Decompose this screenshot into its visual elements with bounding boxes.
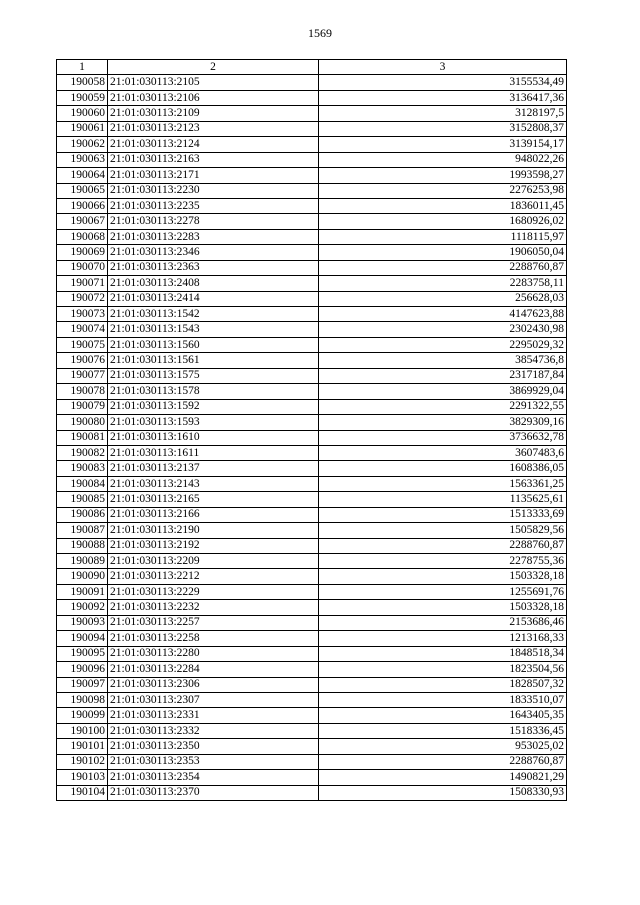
row-number-cell: 190065 xyxy=(57,183,108,198)
cadastral-number-cell: 21:01:030113:2124 xyxy=(108,137,319,152)
row-number-cell: 190059 xyxy=(57,90,108,105)
value-cell: 4147623,88 xyxy=(319,307,567,322)
cadastral-number-cell: 21:01:030113:2350 xyxy=(108,739,319,754)
cadastral-number-cell: 21:01:030113:2278 xyxy=(108,214,319,229)
value-cell: 3136417,36 xyxy=(319,90,567,105)
table-row xyxy=(57,662,567,677)
table-row xyxy=(57,152,567,167)
row-number-cell: 190102 xyxy=(57,754,108,769)
cadastral-number-cell: 21:01:030113:2163 xyxy=(108,152,319,167)
cadastral-number-cell: 21:01:030113:1560 xyxy=(108,337,319,352)
table-row xyxy=(57,384,567,399)
cadastral-number-cell: 21:01:030113:2109 xyxy=(108,106,319,121)
table-row xyxy=(57,291,567,306)
value-cell: 1503328,18 xyxy=(319,600,567,615)
cadastral-number-cell: 21:01:030113:2192 xyxy=(108,538,319,553)
row-number-cell: 190093 xyxy=(57,615,108,630)
value-cell: 1848518,34 xyxy=(319,646,567,661)
cadastral-number-cell: 21:01:030113:2190 xyxy=(108,523,319,538)
column-header-3: 3 xyxy=(319,60,567,75)
table-row xyxy=(57,214,567,229)
table-row xyxy=(57,430,567,445)
table-row xyxy=(57,708,567,723)
row-number-cell: 190081 xyxy=(57,430,108,445)
value-cell: 1828507,32 xyxy=(319,677,567,692)
row-number-cell: 190087 xyxy=(57,523,108,538)
cadastral-number-cell: 21:01:030113:2332 xyxy=(108,723,319,738)
table-row xyxy=(57,322,567,337)
value-cell: 3854736,8 xyxy=(319,353,567,368)
table-row xyxy=(57,723,567,738)
table-row xyxy=(57,245,567,260)
cadastral-number-cell: 21:01:030113:1592 xyxy=(108,399,319,414)
cadastral-number-cell: 21:01:030113:2137 xyxy=(108,461,319,476)
value-cell: 1643405,35 xyxy=(319,708,567,723)
row-number-cell: 190100 xyxy=(57,723,108,738)
row-number-cell: 190077 xyxy=(57,368,108,383)
row-number-cell: 190092 xyxy=(57,600,108,615)
value-cell: 1993598,27 xyxy=(319,168,567,183)
cadastral-number-cell: 21:01:030113:2280 xyxy=(108,646,319,661)
row-number-cell: 190064 xyxy=(57,168,108,183)
value-cell: 3736632,78 xyxy=(319,430,567,445)
table-row xyxy=(57,307,567,322)
row-number-cell: 190071 xyxy=(57,276,108,291)
row-number-cell: 190101 xyxy=(57,739,108,754)
column-header-1: 1 xyxy=(57,60,108,75)
table-row xyxy=(57,399,567,414)
cadastral-number-cell: 21:01:030113:1610 xyxy=(108,430,319,445)
table-row xyxy=(57,476,567,491)
table-row xyxy=(57,260,567,275)
row-number-cell: 190085 xyxy=(57,492,108,507)
table-row xyxy=(57,368,567,383)
value-cell: 1508330,93 xyxy=(319,785,567,800)
value-cell: 2288760,87 xyxy=(319,754,567,769)
cadastral-number-cell: 21:01:030113:1593 xyxy=(108,415,319,430)
table-body xyxy=(57,75,567,801)
cadastral-number-cell: 21:01:030113:2105 xyxy=(108,75,319,90)
value-cell: 1563361,25 xyxy=(319,476,567,491)
table-row xyxy=(57,677,567,692)
row-number-cell: 190088 xyxy=(57,538,108,553)
value-cell: 1255691,76 xyxy=(319,584,567,599)
value-cell: 1513333,69 xyxy=(319,507,567,522)
column-header-2: 2 xyxy=(108,60,319,75)
row-number-cell: 190066 xyxy=(57,198,108,213)
value-cell: 1213168,33 xyxy=(319,631,567,646)
row-number-cell: 190078 xyxy=(57,384,108,399)
value-cell: 2295029,32 xyxy=(319,337,567,352)
cadastral-number-cell: 21:01:030113:1542 xyxy=(108,307,319,322)
table-header-row xyxy=(57,60,567,75)
table-row xyxy=(57,183,567,198)
cadastral-number-cell: 21:01:030113:2229 xyxy=(108,584,319,599)
value-cell: 2288760,87 xyxy=(319,260,567,275)
row-number-cell: 190103 xyxy=(57,770,108,785)
value-cell: 2276253,98 xyxy=(319,183,567,198)
cadastral-number-cell: 21:01:030113:2408 xyxy=(108,276,319,291)
table-row xyxy=(57,739,567,754)
value-cell: 1833510,07 xyxy=(319,692,567,707)
cadastral-number-cell: 21:01:030113:2123 xyxy=(108,121,319,136)
value-cell: 3829309,16 xyxy=(319,415,567,430)
table-row xyxy=(57,692,567,707)
cadastral-number-cell: 21:01:030113:2235 xyxy=(108,198,319,213)
value-cell: 1680926,02 xyxy=(319,214,567,229)
cadastral-number-cell: 21:01:030113:2346 xyxy=(108,245,319,260)
table-row xyxy=(57,538,567,553)
table-row xyxy=(57,445,567,460)
row-number-cell: 190074 xyxy=(57,322,108,337)
row-number-cell: 190069 xyxy=(57,245,108,260)
value-cell: 1505829,56 xyxy=(319,523,567,538)
cadastral-number-cell: 21:01:030113:2230 xyxy=(108,183,319,198)
table-row xyxy=(57,569,567,584)
row-number-cell: 190104 xyxy=(57,785,108,800)
cadastral-number-cell: 21:01:030113:1578 xyxy=(108,384,319,399)
row-number-cell: 190072 xyxy=(57,291,108,306)
cadastral-number-cell: 21:01:030113:2307 xyxy=(108,692,319,707)
cadastral-number-cell: 21:01:030113:1543 xyxy=(108,322,319,337)
row-number-cell: 190083 xyxy=(57,461,108,476)
row-number-cell: 190095 xyxy=(57,646,108,661)
value-cell: 3869929,04 xyxy=(319,384,567,399)
value-cell: 3128197,5 xyxy=(319,106,567,121)
row-number-cell: 190067 xyxy=(57,214,108,229)
row-number-cell: 190089 xyxy=(57,554,108,569)
cadastral-number-cell: 21:01:030113:2165 xyxy=(108,492,319,507)
cadastral-number-cell: 21:01:030113:2258 xyxy=(108,631,319,646)
cadastral-number-cell: 21:01:030113:2331 xyxy=(108,708,319,723)
table-row xyxy=(57,229,567,244)
table-row xyxy=(57,106,567,121)
value-cell: 3152808,37 xyxy=(319,121,567,136)
table-row xyxy=(57,770,567,785)
value-cell: 1906050,04 xyxy=(319,245,567,260)
table-row xyxy=(57,523,567,538)
row-number-cell: 190061 xyxy=(57,121,108,136)
row-number-cell: 190096 xyxy=(57,662,108,677)
table-row xyxy=(57,631,567,646)
value-cell: 3155534,49 xyxy=(319,75,567,90)
value-cell: 2153686,46 xyxy=(319,615,567,630)
value-cell: 2288760,87 xyxy=(319,538,567,553)
table-row xyxy=(57,507,567,522)
cadastral-number-cell: 21:01:030113:2209 xyxy=(108,554,319,569)
row-number-cell: 190086 xyxy=(57,507,108,522)
table-row xyxy=(57,121,567,136)
table-row xyxy=(57,785,567,800)
row-number-cell: 190063 xyxy=(57,152,108,167)
table-row xyxy=(57,198,567,213)
value-cell: 1135625,61 xyxy=(319,492,567,507)
table-row xyxy=(57,137,567,152)
value-cell: 1608386,05 xyxy=(319,461,567,476)
table-row xyxy=(57,584,567,599)
row-number-cell: 190060 xyxy=(57,106,108,121)
row-number-cell: 190084 xyxy=(57,476,108,491)
table-row xyxy=(57,415,567,430)
row-number-cell: 190091 xyxy=(57,584,108,599)
table-row xyxy=(57,90,567,105)
row-number-cell: 190079 xyxy=(57,399,108,414)
table-row xyxy=(57,754,567,769)
cadastral-number-cell: 21:01:030113:2353 xyxy=(108,754,319,769)
table-row xyxy=(57,168,567,183)
cadastral-number-cell: 21:01:030113:2284 xyxy=(108,662,319,677)
cadastral-number-cell: 21:01:030113:2283 xyxy=(108,229,319,244)
row-number-cell: 190080 xyxy=(57,415,108,430)
value-cell: 953025,02 xyxy=(319,739,567,754)
table-row xyxy=(57,353,567,368)
value-cell: 2283758,11 xyxy=(319,276,567,291)
value-cell: 2317187,84 xyxy=(319,368,567,383)
row-number-cell: 190073 xyxy=(57,307,108,322)
value-cell: 3607483,6 xyxy=(319,445,567,460)
row-number-cell: 190094 xyxy=(57,631,108,646)
value-cell: 3139154,17 xyxy=(319,137,567,152)
table-row xyxy=(57,337,567,352)
registry-table xyxy=(56,59,567,801)
value-cell: 2302430,98 xyxy=(319,322,567,337)
value-cell: 1503328,18 xyxy=(319,569,567,584)
table-row xyxy=(57,646,567,661)
cadastral-number-cell: 21:01:030113:2370 xyxy=(108,785,319,800)
row-number-cell: 190070 xyxy=(57,260,108,275)
value-cell: 1518336,45 xyxy=(319,723,567,738)
cadastral-number-cell: 21:01:030113:2171 xyxy=(108,168,319,183)
table-row xyxy=(57,554,567,569)
value-cell: 256628,03 xyxy=(319,291,567,306)
row-number-cell: 190097 xyxy=(57,677,108,692)
table-row xyxy=(57,600,567,615)
value-cell: 948022,26 xyxy=(319,152,567,167)
value-cell: 2278755,36 xyxy=(319,554,567,569)
cadastral-number-cell: 21:01:030113:2143 xyxy=(108,476,319,491)
row-number-cell: 190098 xyxy=(57,692,108,707)
row-number-cell: 190058 xyxy=(57,75,108,90)
row-number-cell: 190075 xyxy=(57,337,108,352)
row-number-cell: 190082 xyxy=(57,445,108,460)
cadastral-number-cell: 21:01:030113:2257 xyxy=(108,615,319,630)
cadastral-number-cell: 21:01:030113:2166 xyxy=(108,507,319,522)
table-row xyxy=(57,461,567,476)
cadastral-number-cell: 21:01:030113:2363 xyxy=(108,260,319,275)
cadastral-number-cell: 21:01:030113:2306 xyxy=(108,677,319,692)
value-cell: 1823504,56 xyxy=(319,662,567,677)
table-row xyxy=(57,615,567,630)
row-number-cell: 190062 xyxy=(57,137,108,152)
row-number-cell: 190090 xyxy=(57,569,108,584)
cadastral-number-cell: 21:01:030113:2354 xyxy=(108,770,319,785)
value-cell: 1490821,29 xyxy=(319,770,567,785)
cadastral-number-cell: 21:01:030113:1575 xyxy=(108,368,319,383)
cadastral-number-cell: 21:01:030113:2414 xyxy=(108,291,319,306)
page-number: 1569 xyxy=(308,26,332,40)
cadastral-number-cell: 21:01:030113:2232 xyxy=(108,600,319,615)
table-row xyxy=(57,492,567,507)
table-row xyxy=(57,276,567,291)
cadastral-number-cell: 21:01:030113:2106 xyxy=(108,90,319,105)
cadastral-number-cell: 21:01:030113:2212 xyxy=(108,569,319,584)
row-number-cell: 190076 xyxy=(57,353,108,368)
value-cell: 2291322,55 xyxy=(319,399,567,414)
cadastral-number-cell: 21:01:030113:1561 xyxy=(108,353,319,368)
row-number-cell: 190068 xyxy=(57,229,108,244)
cadastral-number-cell: 21:01:030113:1611 xyxy=(108,445,319,460)
table-row xyxy=(57,75,567,90)
value-cell: 1836011,45 xyxy=(319,198,567,213)
row-number-cell: 190099 xyxy=(57,708,108,723)
value-cell: 1118115,97 xyxy=(319,229,567,244)
